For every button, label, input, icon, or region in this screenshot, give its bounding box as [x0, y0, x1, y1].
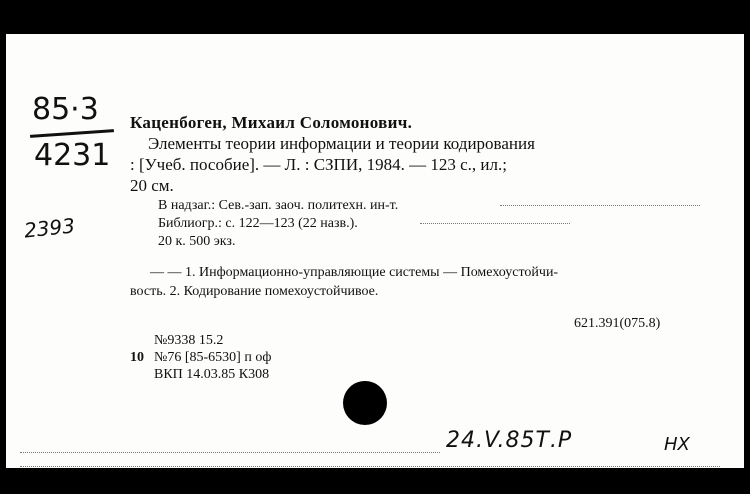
subject-line-1: — — 1. Информационно-управляющие системы — Помехоустойчи- — [150, 265, 559, 280]
punch-hole — [343, 381, 387, 425]
scan-artifact — [20, 466, 720, 468]
subject-line-2: вость. 2. Кодирование помехоустойчивое. — [130, 284, 379, 299]
registry-line-2: №76 [85-6530] п оф — [154, 350, 272, 365]
handwritten-date: 24.V.85Т.Р — [446, 428, 573, 453]
registry-line-1: №9338 15.2 — [154, 333, 224, 348]
margin-note: 2393 — [22, 213, 77, 243]
handwritten-initials: НХ — [664, 434, 690, 455]
scan-artifact — [420, 223, 570, 225]
call-number-top: 85·3 — [32, 92, 99, 127]
title-line-1: Элементы теории информации и теории кодирования — [148, 134, 535, 153]
scan-artifact — [20, 452, 440, 454]
registry-prefix: 10 — [130, 350, 144, 365]
note-line-2: Библиогр.: с. 122—123 (22 назв.). — [158, 216, 358, 231]
registry-line-3: ВКП 14.03.85 К308 — [154, 367, 270, 382]
note-line-3: 20 к. 500 экз. — [158, 234, 236, 249]
call-number-bottom: 4231 — [34, 138, 111, 173]
author-heading: Каценбоген, Михаил Соломонович. — [130, 113, 413, 132]
title-line-2: : [Учеб. пособие]. — Л. : СЗПИ, 1984. — 123 с., ил.; — [130, 155, 507, 174]
scan-artifact — [500, 205, 700, 207]
title-line-3: 20 см. — [130, 176, 174, 195]
note-line-1: В надзаг.: Сев.-зап. заоч. политехн. ин-т. — [158, 198, 399, 213]
udc-code: 621.391(075.8) — [574, 316, 661, 331]
